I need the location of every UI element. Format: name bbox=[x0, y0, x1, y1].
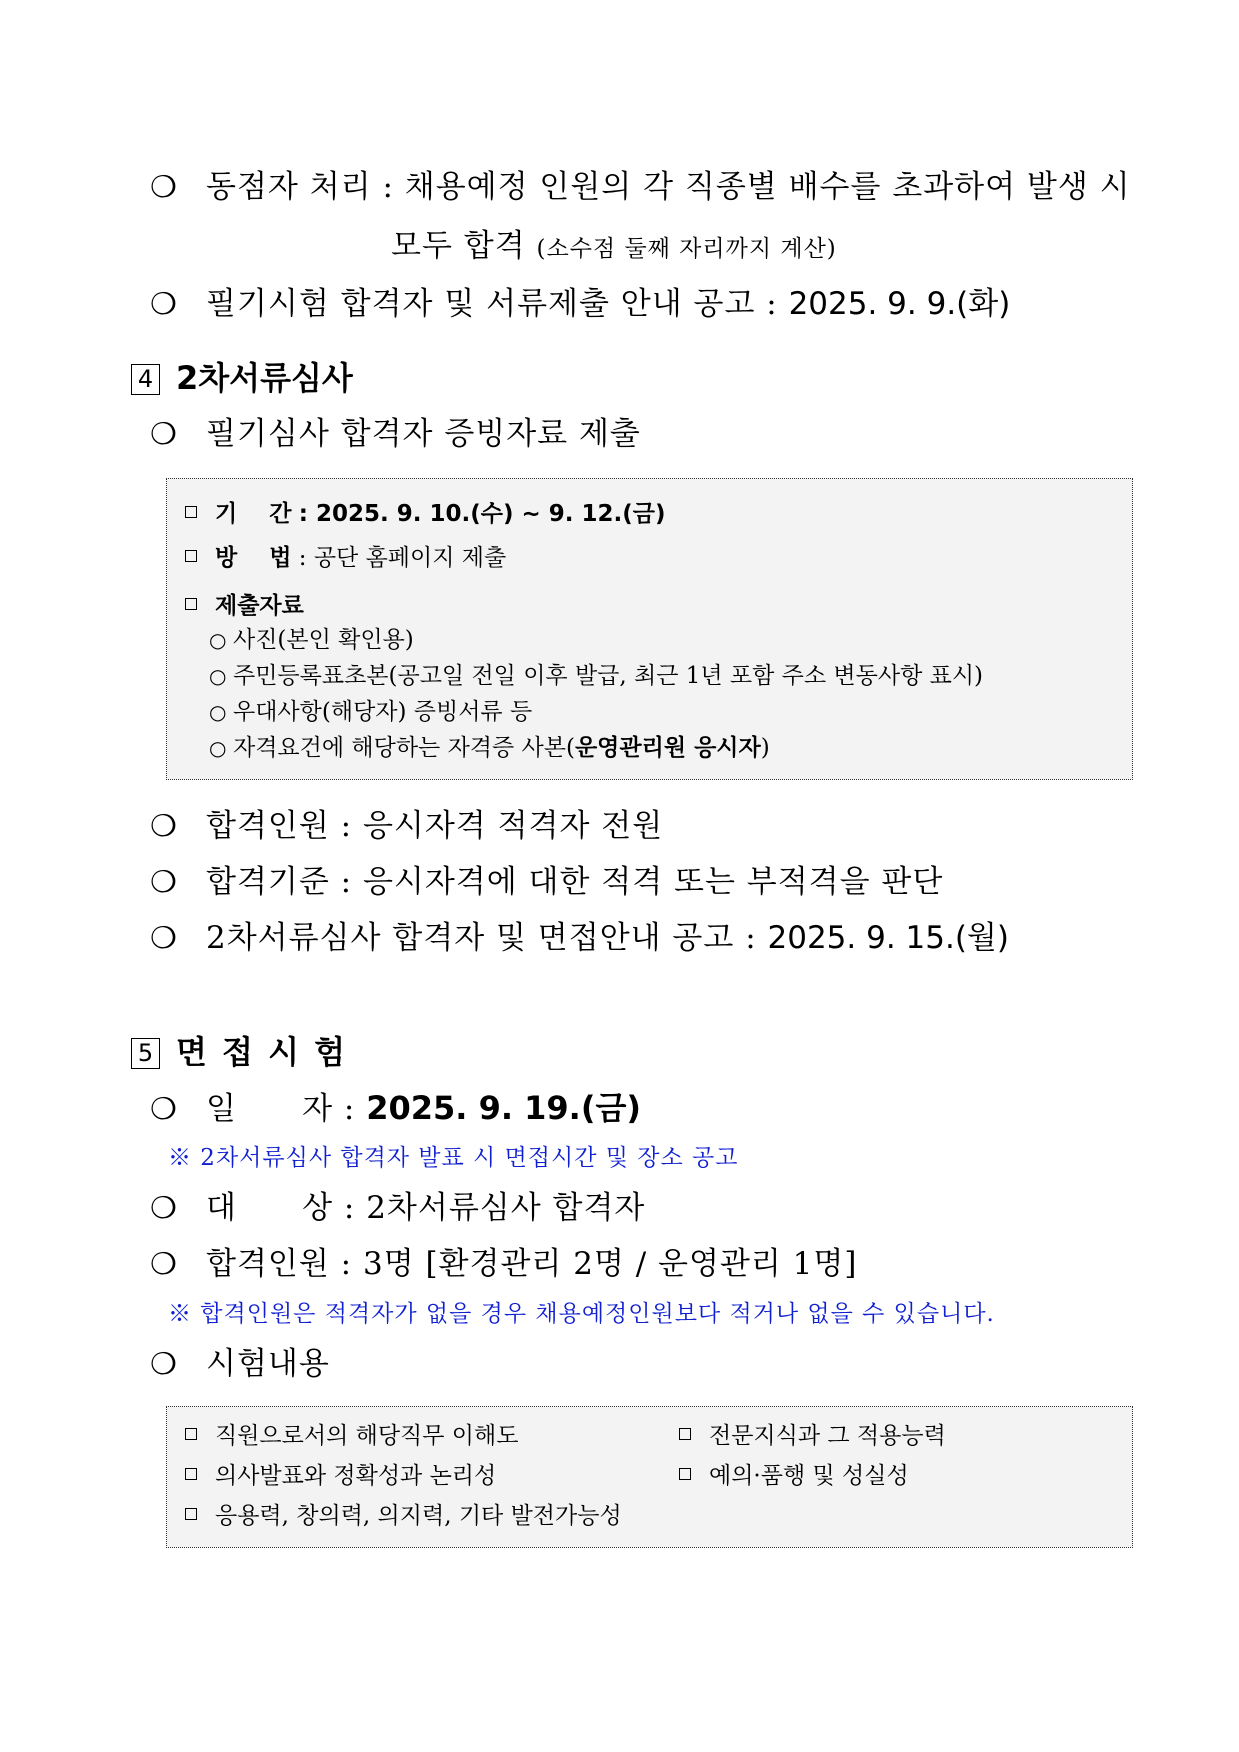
exam-content-item bbox=[185, 1421, 518, 1451]
exam-content-item-text: 전문지식과 그 적용능력 bbox=[709, 1423, 946, 1449]
announcement-label: 2차서류심사 합격자 및 면접안내 공고 bbox=[206, 920, 735, 956]
announcement-colon: : bbox=[745, 920, 757, 956]
doc-item-text: 우대사항(해당자) 증빙서류 등 bbox=[233, 699, 533, 725]
pass-count-line bbox=[150, 806, 663, 847]
docs-label: 제출자료 bbox=[215, 593, 304, 619]
method-row bbox=[185, 543, 506, 573]
section-4-subtitle-text: 필기심사 합격자 증빙자료 제출 bbox=[206, 416, 641, 452]
interview-target-colon: : bbox=[343, 1190, 356, 1226]
exam-content-item-text: 직원으로서의 해당직무 이해도 bbox=[215, 1423, 519, 1449]
tie-rule-label: 동점자 처리 bbox=[206, 169, 372, 205]
interview-count-label: 합격인원 bbox=[206, 1246, 330, 1282]
doc-item-text: 주민등록표초본(공고일 전일 이후 발급, 최근 1년 포함 주소 변동사항 표시) bbox=[233, 663, 984, 689]
square-bullet-icon bbox=[185, 550, 197, 562]
circle-bullet-icon: ❍ bbox=[150, 865, 178, 900]
exam-content-item bbox=[679, 1461, 909, 1491]
tie-rule-colon: : bbox=[382, 169, 394, 205]
square-bullet-icon bbox=[185, 1428, 197, 1440]
pass-count-label: 합격인원 bbox=[206, 808, 330, 844]
exam-content-item bbox=[185, 1461, 496, 1491]
pass-criteria-value: 응시자격에 대한 적격 또는 부적격을 판단 bbox=[362, 864, 944, 900]
period-label: 기 간 bbox=[215, 501, 292, 527]
document-review-announcement bbox=[150, 918, 1009, 959]
exam-content-item-text: 응용력, 창의력, 의지력, 기타 발전가능성 bbox=[215, 1503, 622, 1529]
section-5-title: 면 접 시 험 bbox=[176, 1033, 348, 1071]
written-exam-announcement bbox=[150, 284, 1010, 325]
docs-row bbox=[185, 591, 304, 621]
interview-date-value: 2025. 9. 19.(금) bbox=[366, 1089, 641, 1127]
section-4-subtitle bbox=[150, 414, 641, 455]
interview-count-colon: : bbox=[340, 1246, 353, 1282]
circle-bullet-icon: ❍ bbox=[150, 287, 178, 322]
tie-rule-line2 bbox=[391, 226, 837, 269]
section-4-heading bbox=[131, 358, 353, 398]
section-5-number: 5 bbox=[131, 1038, 160, 1069]
circle-bullet-icon: ❍ bbox=[150, 1191, 178, 1226]
interview-target-value: 2차서류심사 합격자 bbox=[366, 1190, 646, 1226]
period-row bbox=[185, 499, 666, 529]
square-bullet-icon bbox=[679, 1468, 691, 1480]
small-circle-bullet-icon: ○ bbox=[209, 664, 227, 688]
tie-rule-text: 채용예정 인원의 각 직종별 배수를 초과하여 발생 시 bbox=[404, 169, 1131, 205]
pass-criteria-label: 합격기준 bbox=[206, 864, 330, 900]
doc-item-suffix: ) bbox=[760, 735, 770, 761]
circle-bullet-icon: ❍ bbox=[150, 1092, 178, 1127]
doc-item bbox=[209, 625, 414, 655]
pass-count-value: 응시자격 적격자 전원 bbox=[362, 808, 664, 844]
doc-item bbox=[209, 661, 983, 691]
square-bullet-icon bbox=[679, 1428, 691, 1440]
circle-bullet-icon: ❍ bbox=[150, 170, 178, 205]
pass-count-colon: : bbox=[340, 808, 353, 844]
section-4-number: 4 bbox=[131, 364, 160, 395]
method-label: 방 법 bbox=[215, 545, 292, 571]
announcement-label: 필기시험 합격자 및 서류제출 안내 공고 bbox=[206, 286, 756, 322]
exam-content-item bbox=[679, 1421, 946, 1451]
small-circle-bullet-icon: ○ bbox=[209, 628, 227, 652]
period-value: : 2025. 9. 10.(수) ~ 9. 12.(금) bbox=[298, 501, 666, 527]
submission-info-box bbox=[166, 478, 1133, 780]
doc-item bbox=[209, 733, 770, 763]
tie-rule-text2: 모두 합격 bbox=[391, 228, 526, 264]
small-circle-bullet-icon: ○ bbox=[209, 700, 227, 724]
announcement-date: 2025. 9. 15.(월) bbox=[767, 920, 1009, 956]
announcement-date: 2025. 9. 9.(화) bbox=[788, 286, 1011, 322]
circle-bullet-icon: ❍ bbox=[150, 1247, 178, 1282]
exam-content-item bbox=[185, 1501, 622, 1531]
interview-date-line bbox=[150, 1088, 641, 1130]
interview-target-label: 대 상 bbox=[206, 1190, 334, 1226]
exam-content-item-text: 예의·품행 및 성실성 bbox=[709, 1463, 909, 1489]
circle-bullet-icon: ❍ bbox=[150, 921, 178, 956]
method-value: : 공단 홈페이지 제출 bbox=[298, 545, 507, 571]
interview-date-colon: : bbox=[343, 1091, 356, 1127]
doc-item-text: 사진(본인 확인용) bbox=[233, 627, 414, 653]
square-bullet-icon bbox=[185, 506, 197, 518]
pass-criteria-colon: : bbox=[340, 864, 353, 900]
doc-item bbox=[209, 697, 532, 727]
tie-rule-line bbox=[150, 167, 1131, 208]
circle-bullet-icon: ❍ bbox=[150, 417, 178, 452]
doc-item-prefix: 자격요건에 해당하는 자격증 사본( bbox=[233, 735, 575, 761]
tie-rule-note: (소수점 둘째 자리까지 계산) bbox=[536, 236, 837, 262]
square-bullet-icon bbox=[185, 1508, 197, 1520]
exam-content-line bbox=[150, 1344, 330, 1385]
square-bullet-icon bbox=[185, 1468, 197, 1480]
exam-content-label: 시험내용 bbox=[206, 1346, 330, 1382]
interview-count-value: 3명 [환경관리 2명 / 운영관리 1명] bbox=[362, 1246, 858, 1282]
section-4-title: 2차서류심사 bbox=[176, 359, 353, 397]
interview-count-line bbox=[150, 1244, 857, 1285]
interview-note-2: ※ 합격인원은 적격자가 없을 경우 채용예정인원보다 적거나 없을 수 있습니다. bbox=[168, 1301, 995, 1327]
small-circle-bullet-icon: ○ bbox=[209, 736, 227, 760]
interview-date-label: 일 자 bbox=[206, 1091, 334, 1127]
circle-bullet-icon: ❍ bbox=[150, 1347, 178, 1382]
pass-criteria-line bbox=[150, 862, 943, 903]
circle-bullet-icon: ❍ bbox=[150, 809, 178, 844]
exam-content-box bbox=[166, 1406, 1133, 1548]
interview-note-1: ※ 2차서류심사 합격자 발표 시 면접시간 및 장소 공고 bbox=[168, 1145, 739, 1171]
square-bullet-icon bbox=[185, 598, 197, 610]
section-5-heading bbox=[131, 1032, 347, 1072]
exam-content-item-text: 의사발표와 정확성과 논리성 bbox=[215, 1463, 497, 1489]
interview-target-line bbox=[150, 1188, 645, 1229]
announcement-colon: : bbox=[766, 286, 778, 322]
doc-item-bold: 운영관리원 응시자 bbox=[574, 735, 761, 761]
